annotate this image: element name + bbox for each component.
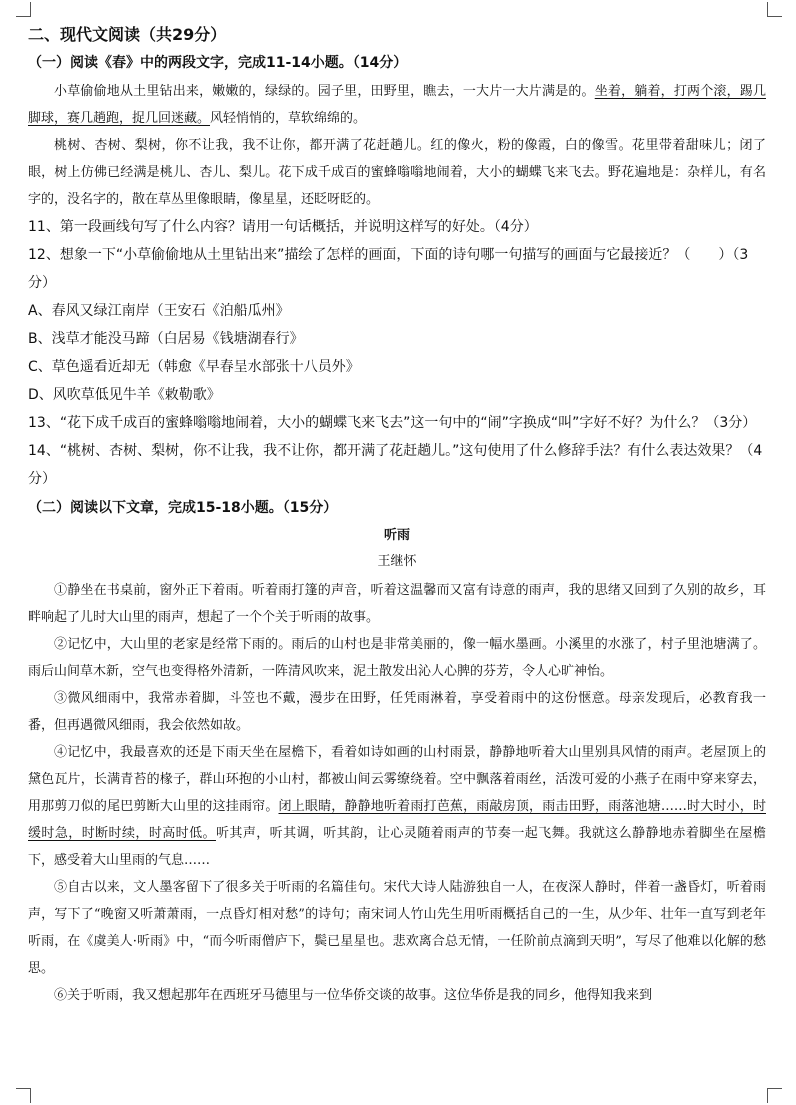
part2-heading: （二）阅读以下文章，完成15-18小题。（15分） [28, 500, 338, 516]
article-paragraph-4 [28, 739, 766, 874]
option-c: C、草色遥看近却无（韩愈《早春呈水部张十八员外》 [28, 359, 360, 375]
p4-text-a: ④记忆中，我最喜欢的还是下雨天坐在屋檐下，看着如诗如画的山村雨景，静静地听着大山里别具风情的雨声。老屋顶上的黛色瓦片，长满青苔的椽子，群山环抱的小山村，都被山间云雾缭绕着。空中飘落着雨丝，活泼可爱的小燕子在雨中穿来穿去，用那剪刀似的尾巴剪断大山里的这挂雨帘。 [28, 745, 766, 814]
option-a: A、春风又绿江南岸（王安石《泊船瓜州》 [28, 303, 290, 319]
para1-underlined-sentence: 坐着，躺着，打两个滚，踢几脚球，赛几趟跑，捉几回迷藏。 [28, 84, 766, 126]
question-12: 12、想象一下“小草偷偷地从土里钻出来”描绘了怎样的画面，下面的诗句哪一句描写的画面与它最接近？（ ）（3分） [28, 247, 749, 291]
question-13: 13、“花下成千成百的蜜蜂嗡嗡地闹着，大小的蝴蝶飞来飞去”这一句中的“闹”字换成“叫”字好不好？为什么？（3分） [28, 415, 757, 431]
article-paragraph-2: ②记忆中，大山里的老家是经常下雨的。雨后的山村也是非常美丽的，像一幅水墨画。小溪里的水涨了，村子里池塘满了。雨后山间草木新，空气也变得格外清新，一阵清风吹来，泥土散发出沁人心脾的芬芳，令人心旷神怡。 [28, 637, 766, 679]
crop-mark-bottom-left [16, 1088, 31, 1103]
part1-paragraph-2: 桃树、杏树、梨树，你不让我，我不让你，都开满了花赶趟儿。红的像火，粉的像霞，白的像雪。花里带着甜味儿；闭了眼，树上仿佛已经满是桃儿、杏儿、梨儿。花下成千成百的蜜蜂嗡嗡地闹着，大小的蝴蝶飞来飞去。野花遍地是：杂样儿，有名字的，没名字的，散在草丛里像眼睛，像星星，还眨呀眨的。 [28, 138, 766, 207]
p4-text-b: 听其声，听其调，听其韵，让心灵随着雨声的节奏一起飞舞。我就这么静静地赤着脚坐在屋檐下，感受着大山里雨的气息…… [28, 826, 766, 868]
crop-mark-top-right [767, 2, 782, 17]
document-content [28, 24, 766, 1009]
para1-text-a: 小草偷偷地从土里钻出来，嫩嫩的，绿绿的。园子里，田野里，瞧去，一大片一大片满是的。 [54, 84, 595, 99]
article-paragraph-1: ①静坐在书桌前，窗外正下着雨。听着雨打篷的声音，听着这温馨而又富有诗意的雨声，我的思绪又回到了久别的故乡，耳畔响起了儿时大山里的雨声，想起了一个个关于听雨的故事。 [28, 583, 766, 625]
part1-heading: （一）阅读《春》中的两段文字，完成11-14小题。（14分） [28, 55, 408, 71]
crop-mark-top-left [16, 2, 31, 17]
crop-mark-bottom-right [767, 1088, 782, 1103]
part1-paragraph-1 [28, 78, 766, 132]
article-paragraph-6: ⑥关于听雨，我又想起那年在西班牙马德里与一位华侨交谈的故事。这位华侨是我的同乡，他得知我来到 [54, 988, 653, 1003]
question-11: 11、第一段画线句写了什么内容？请用一句话概括，并说明这样写的好处。（4分） [28, 219, 538, 235]
article-paragraph-5: ⑤自古以来，文人墨客留下了很多关于听雨的名篇佳句。宋代大诗人陆游独自一人，在夜深人静时，伴着一盏昏灯，听着雨声，写下了“晚窗又听萧萧雨，一点昏灯相对愁”的诗句；南宋词人竹山先生用听雨概括自己的一生，从少年、壮年一直写到老年听雨，在《虞美人·听雨》中，“而今听雨僧庐下，鬓已星星也。悲欢离合总无情，一任阶前点滴到天明”，写尽了他难以化解的愁思。 [28, 880, 766, 976]
section-title: 二、现代文阅读（共29分） [28, 25, 227, 44]
article-author: 王继怀 [377, 554, 417, 569]
para1-text-b: 风轻悄悄的，草软绵绵的。 [210, 111, 367, 126]
article-title: 听雨 [383, 528, 410, 543]
question-14: 14、“桃树、杏树、梨树，你不让我，我不让你，都开满了花赶趟儿。”这句使用了什么修辞手法？有什么表达效果？（4分） [28, 443, 763, 487]
article-paragraph-3: ③微风细雨中，我常赤着脚，斗笠也不戴，漫步在田野，任凭雨淋着，享受着雨中的这份惬意。母亲发现后，必教育我一番，但再遇微风细雨，我会依然如故。 [28, 691, 766, 733]
p4-underlined-sentence: 闭上眼睛，静静地听着雨打芭蕉，雨敲房顶，雨击田野，雨落池塘……时大时小，时缓时急，时断时续，时高时低。 [28, 799, 766, 841]
option-d: D、风吹草低见牛羊《敕勒歌》 [28, 387, 221, 403]
option-b: B、浅草才能没马蹄（白居易《钱塘湖春行》 [28, 331, 304, 347]
